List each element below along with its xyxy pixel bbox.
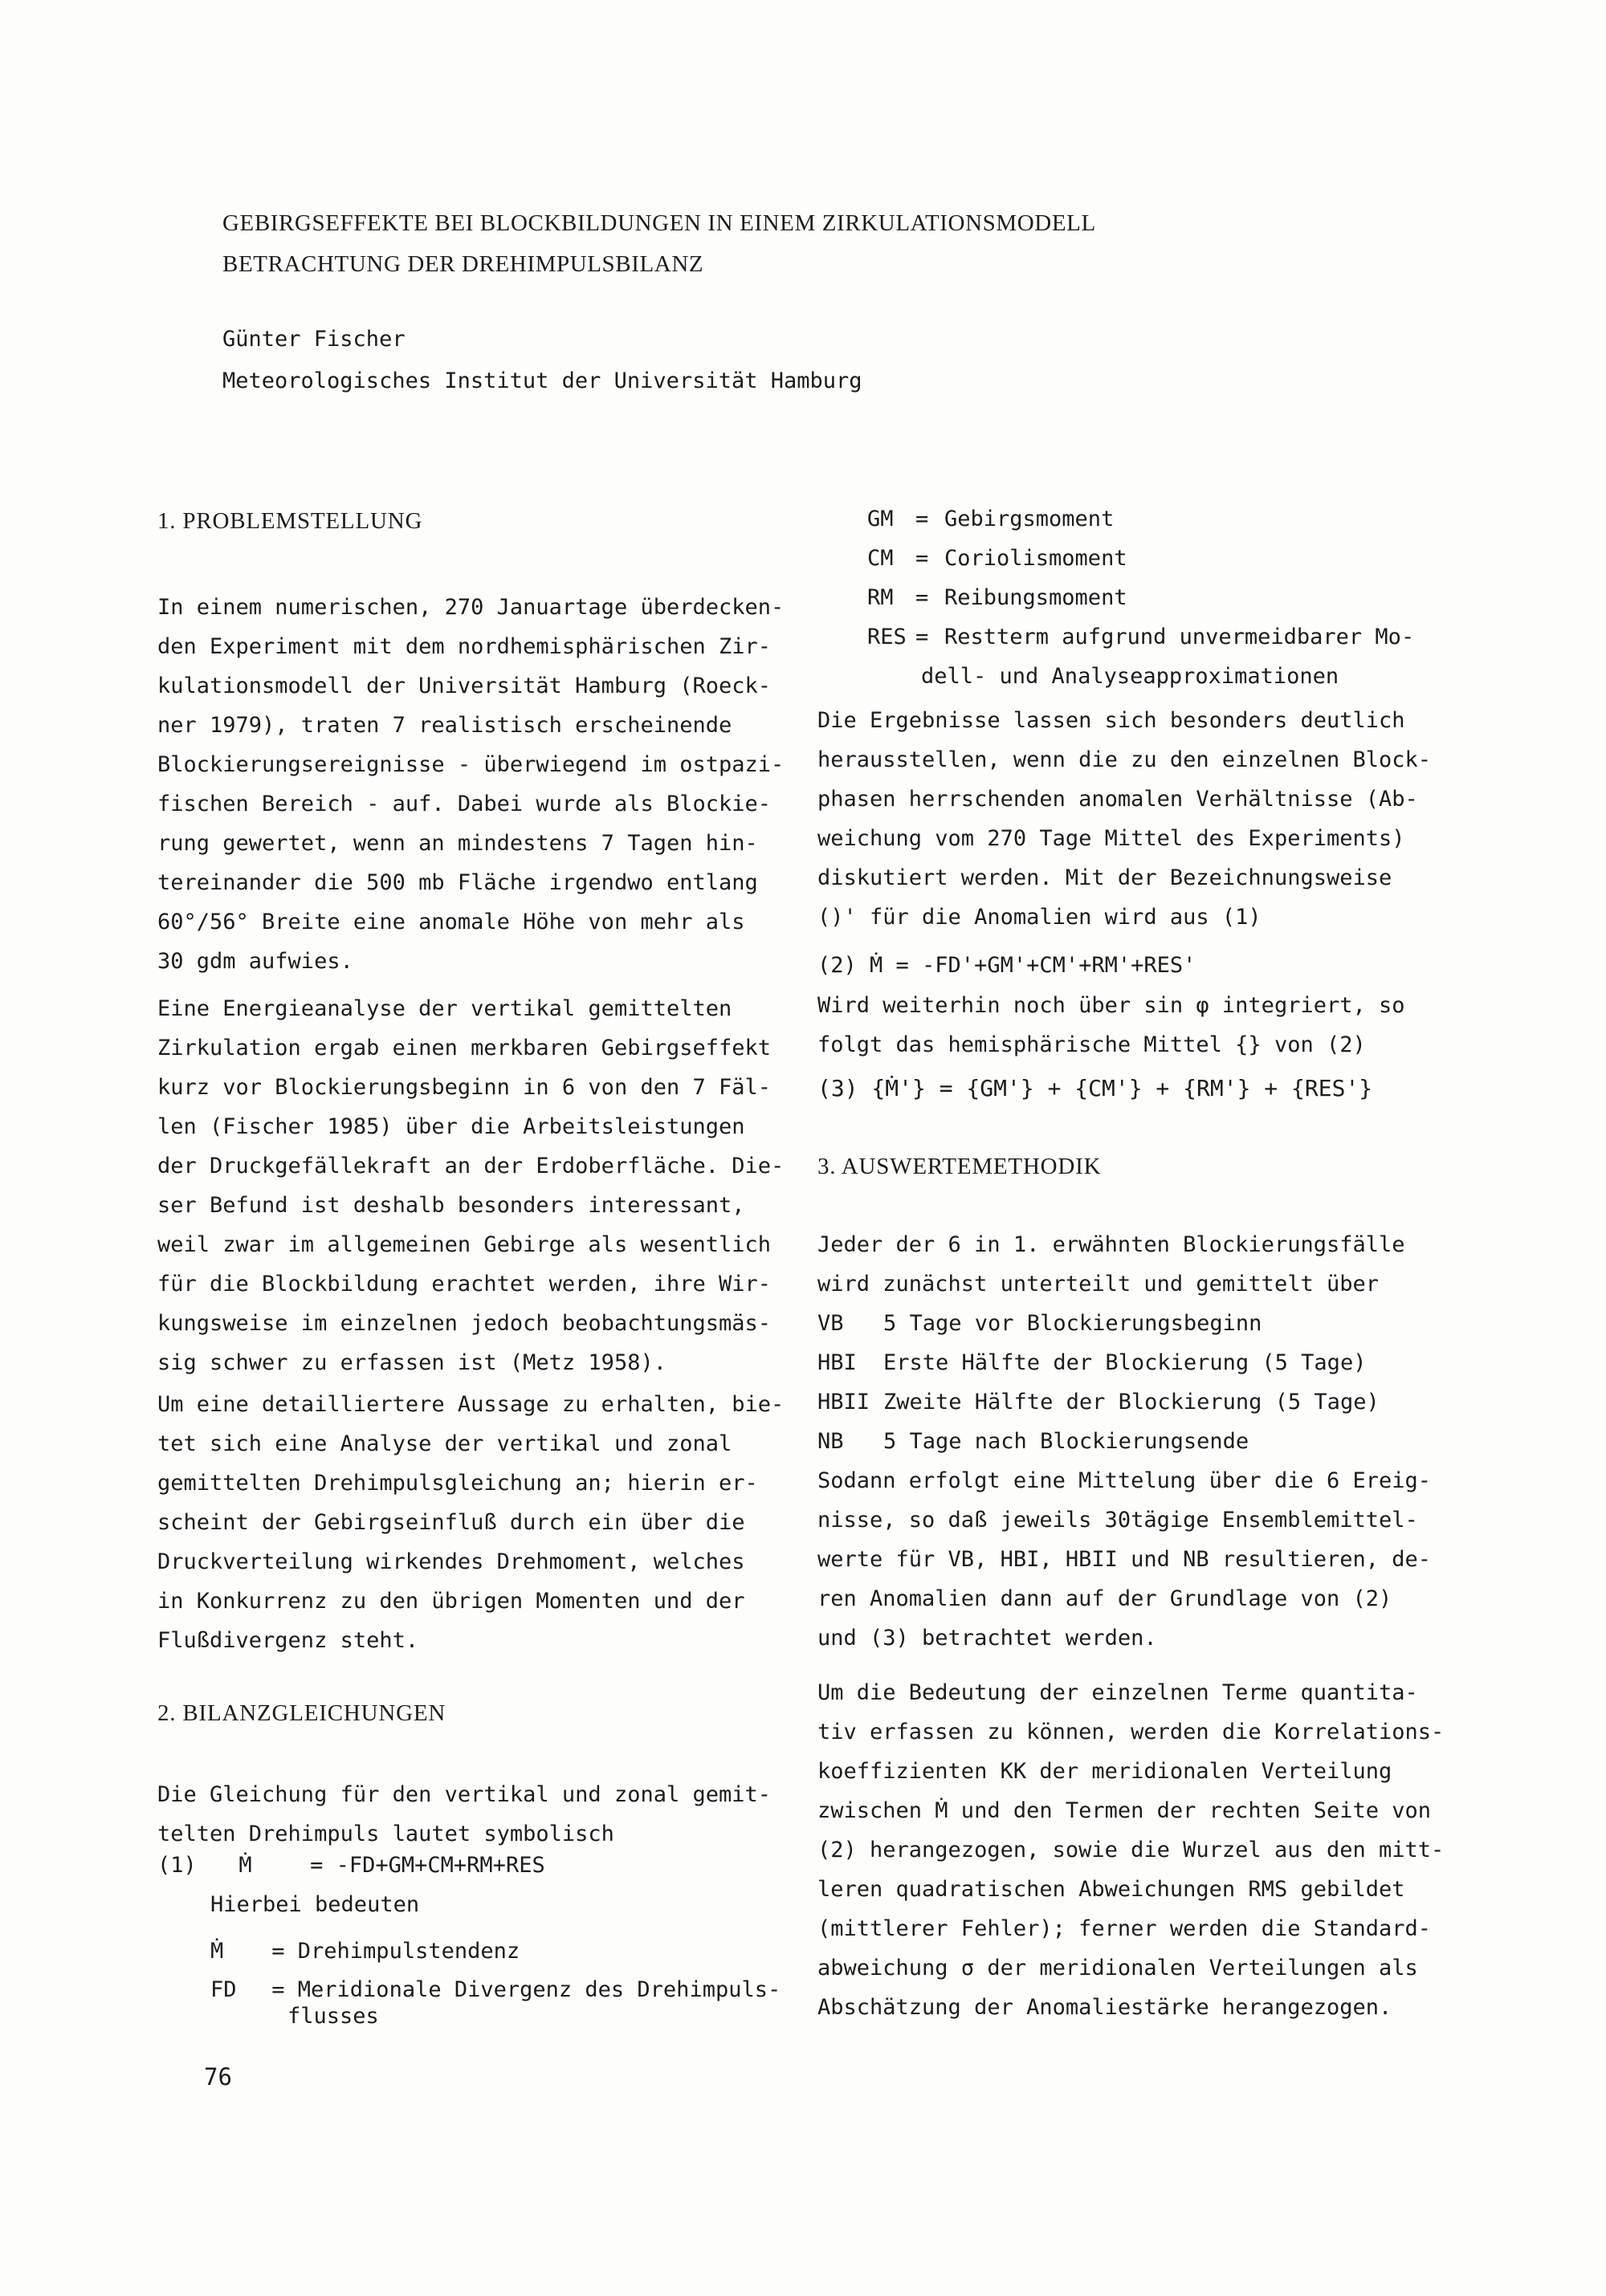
text-line: fischen Bereich - auf. Dabei wurde als Blockie- <box>157 792 772 816</box>
text-line: tiv erfassen zu können, werden die Korrelations- <box>817 1720 1445 1744</box>
text-line: für die Blockbildung erachtet werden, ihre Wir- <box>157 1272 772 1297</box>
text-line: weichung vom 270 Tage Mittel des Experiments) <box>817 826 1405 851</box>
text-line: Zirkulation ergab einen merkbaren Gebirgseffekt <box>157 1036 772 1060</box>
text-line: herausstellen, wenn die zu den einzelnen Block- <box>817 747 1432 772</box>
section-heading-problemstellung: 1. PROBLEMSTELLUNG <box>157 508 423 534</box>
definition-text: Gebirgsmoment <box>944 507 1115 531</box>
definition-symbol: Ṁ <box>210 1939 224 1964</box>
text-line: len (Fischer 1985) über die Arbeitsleistungen <box>157 1114 745 1139</box>
definition-text: Reibungsmoment <box>944 585 1127 610</box>
definition-text: Restterm aufgrund unvermeidbarer Mo- <box>944 625 1415 649</box>
right-definitions <box>867 499 1478 696</box>
phase-symbol: HBI <box>817 1350 857 1375</box>
equation-2: (2) Ṁ = -FD'+GM'+CM'+RM'+RES' <box>817 953 1196 978</box>
section-heading-bilanzgleichungen: 2. BILANZGLEICHUNGEN <box>157 1700 446 1726</box>
text-line: der Druckgefällekraft an der Erdoberfläche. Die- <box>157 1154 785 1179</box>
right-para-2 <box>817 986 1460 1065</box>
text-line: Jeder der 6 in 1. erwähnten Blockierungsfälle <box>817 1232 1405 1257</box>
definition-equals: = <box>915 507 929 531</box>
phase-text: 5 Tage nach Blockierungsende <box>883 1429 1249 1454</box>
definition-row <box>867 539 1478 578</box>
title-line-2: BETRACHTUNG DER DREHIMPULSBILANZ <box>222 251 704 277</box>
equation-3: (3) {Ṁ'} = {GM'} + {CM'} + {RM'} + {RES'} <box>817 1075 1373 1101</box>
definition-row <box>210 1976 805 2005</box>
phase-symbol: HBII <box>817 1390 870 1415</box>
text-line: In einem numerischen, 270 Januartage überdecken- <box>157 595 785 620</box>
equation-1 <box>157 1853 545 1878</box>
text-line: werte für VB, HBI, HBII und NB resultieren, de- <box>817 1547 1432 1572</box>
text-line: nisse, so daß jeweils 30tägige Ensemblemittel- <box>817 1508 1418 1533</box>
equation-rhs: = -FD+GM+CM+RM+RES <box>310 1853 545 1878</box>
text-line: Abschätzung der Anomaliestärke herangezogen. <box>817 1995 1392 2020</box>
left-para-4 <box>157 1775 800 1854</box>
text-line: ()' für die Anomalien wird aus (1) <box>817 905 1262 930</box>
hierbei-text: Hierbei bedeuten <box>210 1892 420 1917</box>
left-definitions <box>210 1932 805 2029</box>
text-line: in Konkurrenz zu den übrigen Momenten und der <box>157 1589 745 1614</box>
text-line: folgt das hemisphärische Mittel {} von (2) <box>817 1032 1366 1057</box>
definition-equals: = <box>915 546 929 571</box>
text-line: ser Befund ist deshalb besonders interessant, <box>157 1193 745 1218</box>
text-line: sig schwer zu erfassen ist (Metz 1958). <box>157 1350 666 1375</box>
page-number: 76 <box>204 2063 232 2090</box>
phase-text: Zweite Hälfte der Blockierung (5 Tage) <box>883 1390 1380 1415</box>
text-line: (2) herangezogen, sowie die Wurzel aus den mitt- <box>817 1838 1445 1862</box>
phase-symbol: VB <box>817 1311 844 1336</box>
text-line: den Experiment mit dem nordhemisphärischen Zir- <box>157 634 772 659</box>
definition-equals: = <box>915 625 929 649</box>
text-line: ren Anomalien dann auf der Grundlage von (2) <box>817 1586 1392 1611</box>
text-line: weil zwar im allgemeinen Gebirge als wesentlich <box>157 1232 772 1257</box>
definition-row <box>867 617 1478 657</box>
definition-row <box>867 578 1478 617</box>
phase-text: Erste Hälfte der Blockierung (5 Tage) <box>883 1350 1367 1375</box>
definition-text: = Drehimpulstendenz <box>271 1939 520 1964</box>
text-line: leren quadratischen Abweichungen RMS gebildet <box>817 1877 1405 1902</box>
text-line: Um die Bedeutung der einzelnen Terme quantita- <box>817 1680 1418 1705</box>
title-line-1: GEBIRGSEFFEKTE BEI BLOCKBILDUNGEN IN EINEM ZIRKULATIONSMODELL <box>222 210 1096 236</box>
definition-text: = Meridionale Divergenz des Drehimpuls- <box>271 1977 781 2002</box>
left-para-1 <box>157 588 800 981</box>
text-line: und (3) betrachtet werden. <box>817 1626 1157 1651</box>
text-line: Die Ergebnisse lassen sich besonders deutlich <box>817 708 1405 733</box>
definition-symbol: CM <box>867 546 894 571</box>
text-line: Um eine detailliertere Aussage zu erhalten, bie- <box>157 1392 785 1417</box>
left-para-2 <box>157 989 800 1382</box>
text-line: abweichung σ der meridionalen Verteilungen als <box>817 1956 1418 1981</box>
definition-text: Coriolismoment <box>944 546 1127 571</box>
text-line: Druckverteilung wirkendes Drehmoment, welches <box>157 1549 745 1574</box>
text-line: diskutiert werden. Mit der Bezeichnungsweise <box>817 865 1392 890</box>
text-line: koeffizienten KK der meridionalen Verteilung <box>817 1759 1392 1784</box>
definition-symbol: RES <box>867 625 907 649</box>
phase-row <box>817 1304 1460 1343</box>
text-line: wird zunächst unterteilt und gemittelt über <box>817 1272 1379 1297</box>
phase-row <box>817 1343 1460 1382</box>
section-heading-auswertemethodik: 3. AUSWERTEMETHODIK <box>817 1154 1102 1179</box>
text-line: Sodann erfolgt eine Mittelung über die 6 Ereig- <box>817 1468 1432 1493</box>
text-line: ner 1979), traten 7 realistisch erscheinende <box>157 713 732 738</box>
phase-row <box>817 1422 1460 1461</box>
text-line: telten Drehimpuls lautet symbolisch <box>157 1822 614 1846</box>
equation-lhs: Ṁ <box>238 1853 252 1878</box>
text-line: Blockierungsereignisse - überwiegend im ostpazi- <box>157 752 785 777</box>
equation-label: (1) <box>157 1853 197 1878</box>
text-line: Flußdivergenz steht. <box>157 1628 419 1653</box>
text-line: Die Gleichung für den vertikal und zonal gemit- <box>157 1782 772 1807</box>
right-para-5 <box>817 1673 1460 2027</box>
phase-row <box>817 1382 1460 1422</box>
text-line: tereinander die 500 mb Fläche irgendwo entlang <box>157 870 758 895</box>
text-line: Wird weiterhin noch über sin φ integriert, so <box>817 993 1405 1018</box>
text-line: 60°/56° Breite eine anomale Höhe von mehr als <box>157 910 745 934</box>
definition-symbol: GM <box>867 507 894 531</box>
text-line: Eine Energieanalyse der vertikal gemittelten <box>157 996 732 1021</box>
phase-text: 5 Tage vor Blockierungsbeginn <box>883 1311 1262 1336</box>
definition-continuation: dell- und Analyseapproximationen <box>921 664 1339 689</box>
phase-symbol: NB <box>817 1429 844 1454</box>
definition-row <box>210 1932 805 1971</box>
definition-symbol: FD <box>210 1977 237 2002</box>
author-affiliation: Meteorologisches Institut der Universität Hamburg <box>222 368 862 393</box>
right-para-1 <box>817 701 1460 937</box>
definition-row <box>867 499 1478 539</box>
text-line: kulationsmodell der Universität Hamburg (Roeck- <box>157 674 772 698</box>
text-line: kurz vor Blockierungsbeginn in 6 von den 7 Fäl- <box>157 1075 772 1100</box>
text-line: scheint der Gebirgseinfluß durch ein über die <box>157 1510 745 1535</box>
text-line: zwischen Ṁ und den Termen der rechten Seite von <box>817 1798 1432 1823</box>
definition-continuation: flusses <box>287 2004 379 2029</box>
text-line: rung gewertet, wenn an mindestens 7 Tagen hin- <box>157 831 758 856</box>
author-name: Günter Fischer <box>222 327 406 352</box>
left-para-3 <box>157 1385 800 1660</box>
text-line: gemittelten Drehimpulsgleichung an; hierin er- <box>157 1471 758 1496</box>
text-line: 30 gdm aufwies. <box>157 949 353 974</box>
text-line: phasen herrschenden anomalen Verhältnisse (Ab- <box>817 787 1418 812</box>
right-para-3 <box>817 1225 1460 1658</box>
text-line: tet sich eine Analyse der vertikal und zonal <box>157 1431 732 1456</box>
definition-symbol: RM <box>867 585 894 610</box>
definition-equals: = <box>915 585 929 610</box>
text-line: kungsweise im einzelnen jedoch beobachtungsmäs- <box>157 1311 772 1336</box>
text-line: (mittlerer Fehler); ferner werden die Standard- <box>817 1916 1432 1941</box>
